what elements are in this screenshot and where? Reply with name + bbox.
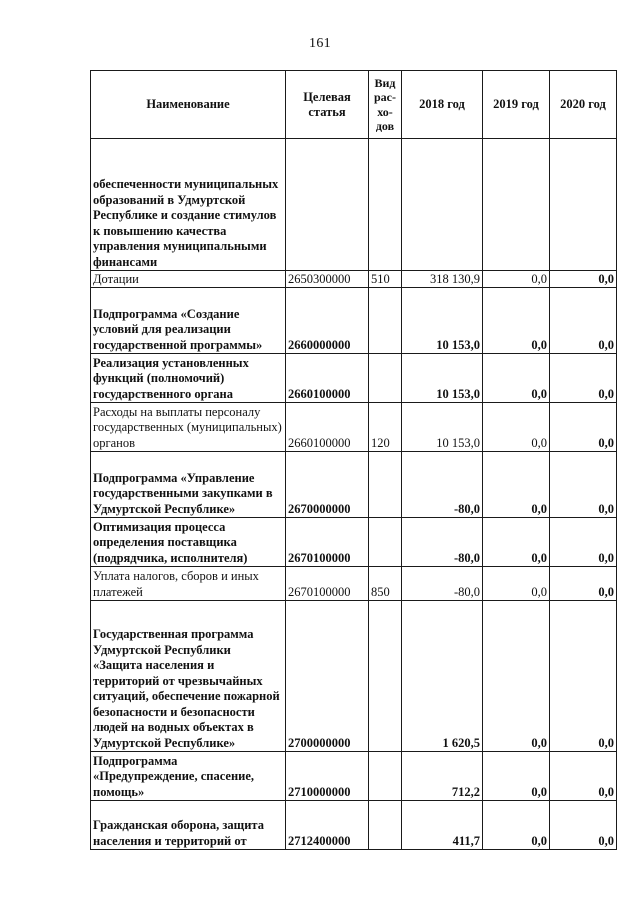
row-value-2020: 0,0 bbox=[550, 452, 617, 518]
header-vid-line3: хо- bbox=[377, 104, 393, 119]
header-year-2019: 2019 год bbox=[483, 71, 550, 139]
header-expense-type bbox=[369, 71, 402, 139]
row-target-article: 2660000000 bbox=[286, 288, 369, 354]
row-value-2019: 0,0 bbox=[483, 801, 550, 850]
row-target-article: 2670000000 bbox=[286, 452, 369, 518]
row-target-article: 2710000000 bbox=[286, 752, 369, 801]
row-value-2020: 0,0 bbox=[550, 567, 617, 601]
row-value-2019: 0,0 bbox=[483, 403, 550, 452]
row-name: Расходы на выплаты персоналу государственных (муниципальных) органов bbox=[91, 403, 286, 452]
row-value-2019: 0,0 bbox=[483, 518, 550, 567]
table-row bbox=[91, 567, 617, 601]
row-value-2018: 10 153,0 bbox=[402, 288, 483, 354]
row-name: обеспеченности муниципальных образований в Удмуртской Республике и создание стимулов к повышению качества управления муниципальными финансами bbox=[91, 139, 286, 271]
row-expense-type: 510 bbox=[369, 271, 402, 288]
row-value-2018: 318 130,9 bbox=[402, 271, 483, 288]
table-row bbox=[91, 518, 617, 567]
row-name: Реализация установленных функций (полномочий) государственного органа bbox=[91, 354, 286, 403]
row-value-2018: 10 153,0 bbox=[402, 403, 483, 452]
header-vid-line2: рас- bbox=[374, 90, 396, 104]
table-row bbox=[91, 354, 617, 403]
row-value-2018 bbox=[402, 139, 483, 271]
header-target-article bbox=[286, 71, 369, 139]
row-value-2018: -80,0 bbox=[402, 452, 483, 518]
row-value-2019: 0,0 bbox=[483, 452, 550, 518]
header-target-line1: Целевая bbox=[303, 89, 351, 104]
row-value-2020: 0,0 bbox=[550, 271, 617, 288]
row-target-article: 2700000000 bbox=[286, 601, 369, 752]
row-value-2018: -80,0 bbox=[402, 518, 483, 567]
row-value-2018: 411,7 bbox=[402, 801, 483, 850]
row-value-2019 bbox=[483, 139, 550, 271]
header-name: Наименование bbox=[91, 71, 286, 139]
row-value-2020: 0,0 bbox=[550, 752, 617, 801]
row-target-article: 2712400000 bbox=[286, 801, 369, 850]
table-row bbox=[91, 801, 617, 850]
row-expense-type bbox=[369, 288, 402, 354]
header-vid-line4: дов bbox=[375, 119, 395, 133]
row-value-2020: 0,0 bbox=[550, 288, 617, 354]
budget-table bbox=[90, 70, 617, 850]
row-name: Уплата налогов, сборов и иных платежей bbox=[91, 567, 286, 601]
row-target-article: 2670100000 bbox=[286, 518, 369, 567]
row-target-article: 2660100000 bbox=[286, 403, 369, 452]
row-value-2018: 712,2 bbox=[402, 752, 483, 801]
row-name: Гражданская оборона, защита населения и территорий от bbox=[91, 801, 286, 850]
row-target-article bbox=[286, 139, 369, 271]
table-row bbox=[91, 139, 617, 271]
row-target-article: 2670100000 bbox=[286, 567, 369, 601]
row-value-2019: 0,0 bbox=[483, 288, 550, 354]
row-name: Дотации bbox=[91, 271, 286, 288]
table-row bbox=[91, 752, 617, 801]
table-row bbox=[91, 601, 617, 752]
row-expense-type: 120 bbox=[369, 403, 402, 452]
row-value-2019: 0,0 bbox=[483, 354, 550, 403]
table-row bbox=[91, 288, 617, 354]
header-vid-line1: Вид bbox=[374, 75, 396, 90]
row-value-2018: 1 620,5 bbox=[402, 601, 483, 752]
row-name: Оптимизация процесса определения поставщика (подрядчика, исполнителя) bbox=[91, 518, 286, 567]
row-value-2019: 0,0 bbox=[483, 752, 550, 801]
row-target-article: 2650300000 bbox=[286, 271, 369, 288]
row-expense-type bbox=[369, 354, 402, 403]
row-value-2018: -80,0 bbox=[402, 567, 483, 601]
row-value-2020 bbox=[550, 139, 617, 271]
header-year-2020: 2020 год bbox=[550, 71, 617, 139]
row-value-2020: 0,0 bbox=[550, 601, 617, 752]
row-expense-type bbox=[369, 801, 402, 850]
row-value-2019: 0,0 bbox=[483, 271, 550, 288]
table-header-row bbox=[91, 71, 617, 139]
row-value-2018: 10 153,0 bbox=[402, 354, 483, 403]
row-name: Государственная программа Удмуртской Республики «Защита населения и территорий от чрезвычайных ситуаций, обеспечение пожарной безопасности и безопасности людей на водных объектах в Удмуртской Республике» bbox=[91, 601, 286, 752]
row-expense-type bbox=[369, 452, 402, 518]
row-name: Подпрограмма «Управление государственными закупками в Удмуртской Республике» bbox=[91, 452, 286, 518]
table-row bbox=[91, 271, 617, 288]
row-name: Подпрограмма «Предупреждение, спасение, помощь» bbox=[91, 752, 286, 801]
row-value-2020: 0,0 bbox=[550, 801, 617, 850]
row-value-2020: 0,0 bbox=[550, 518, 617, 567]
page-number: 161 bbox=[309, 36, 331, 51]
row-name: Подпрограмма «Создание условий для реализации государственной программы» bbox=[91, 288, 286, 354]
row-value-2019: 0,0 bbox=[483, 567, 550, 601]
row-value-2020: 0,0 bbox=[550, 403, 617, 452]
row-expense-type bbox=[369, 601, 402, 752]
row-expense-type bbox=[369, 139, 402, 271]
row-expense-type bbox=[369, 518, 402, 567]
row-value-2019: 0,0 bbox=[483, 601, 550, 752]
table-row bbox=[91, 452, 617, 518]
row-expense-type bbox=[369, 752, 402, 801]
row-expense-type: 850 bbox=[369, 567, 402, 601]
header-target-line2: статья bbox=[308, 104, 346, 119]
table-row bbox=[91, 403, 617, 452]
row-value-2020: 0,0 bbox=[550, 354, 617, 403]
row-target-article: 2660100000 bbox=[286, 354, 369, 403]
header-year-2018: 2018 год bbox=[402, 71, 483, 139]
